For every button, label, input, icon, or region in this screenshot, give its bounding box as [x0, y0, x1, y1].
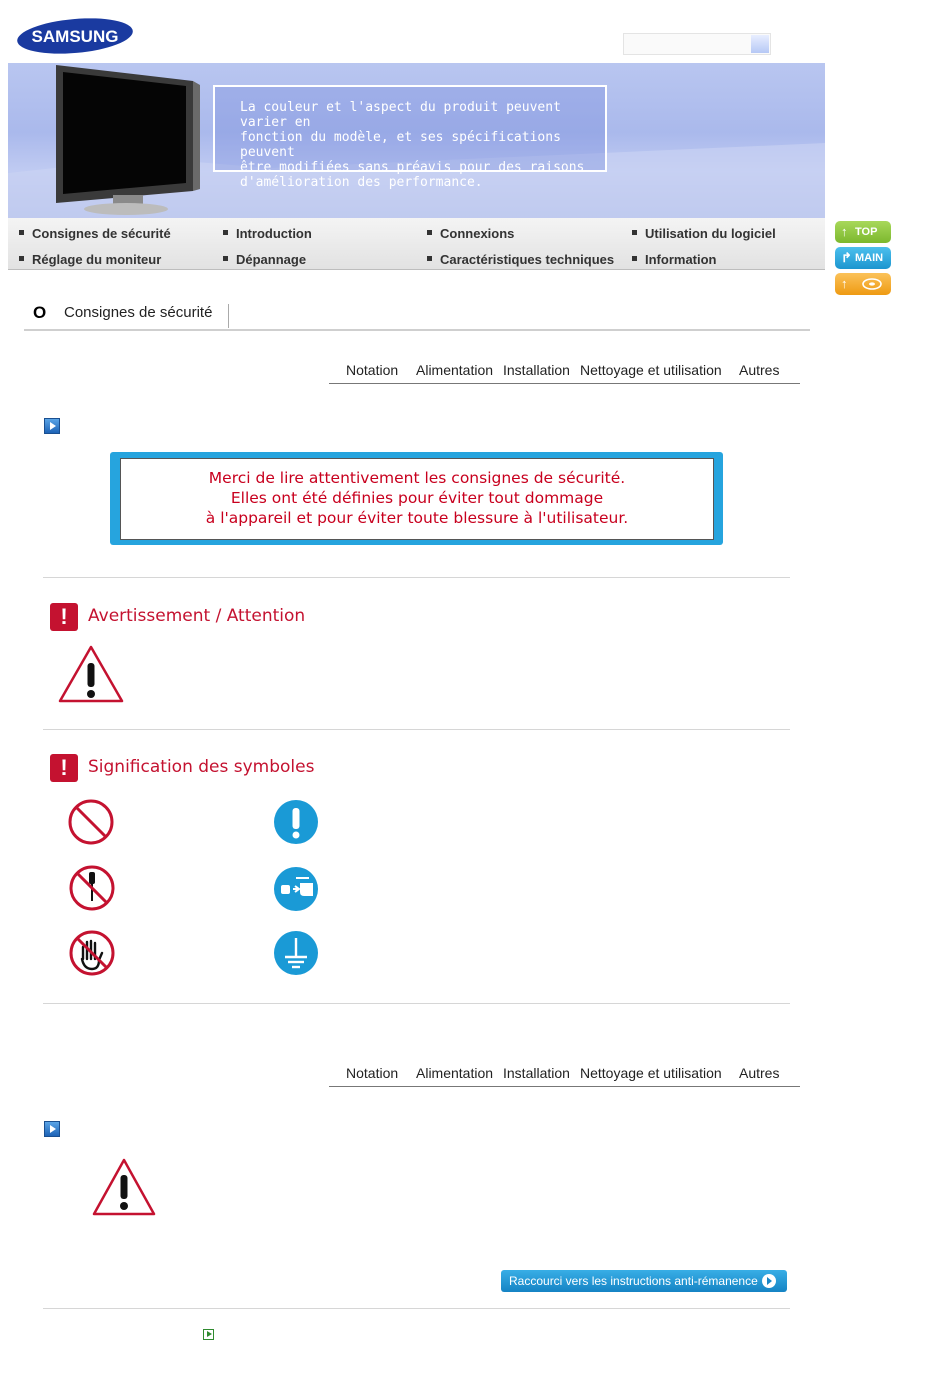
notice-line: Elles ont été définies pour éviter tout dommage — [230, 489, 604, 507]
top-button[interactable]: ↑ TOP — [835, 221, 891, 243]
tab-bar-top — [329, 362, 800, 384]
notice-line: à l'appareil et pour éviter toute blessure à l'utilisateur. — [205, 509, 629, 527]
tab-notation[interactable]: Notation — [346, 362, 399, 378]
tab-bar-bottom — [329, 1065, 800, 1087]
arrow-right-icon — [762, 1274, 776, 1288]
divider — [43, 1003, 790, 1004]
bullet-icon — [427, 230, 432, 235]
section-marker: O — [33, 303, 47, 322]
tab-autres[interactable]: Autres — [739, 1065, 780, 1081]
play-small-icon[interactable] — [203, 1329, 214, 1340]
bullet-icon — [19, 256, 24, 261]
banner-notice-line: être modifiées sans préavis pour des raisons — [240, 160, 585, 175]
banner-notice-line: d'amélioration des performance. — [240, 175, 483, 190]
disc-icon — [861, 277, 883, 291]
search-button[interactable] — [751, 35, 769, 53]
arrow-up-icon: ↑ — [841, 224, 848, 239]
symbols-heading: Signification des symboles — [88, 757, 315, 777]
banner-notice-line: fonction du modèle, et ses spécifications peuvent — [240, 130, 561, 160]
no-touch-icon — [68, 929, 116, 977]
bullet-icon — [632, 256, 637, 261]
samsung-logo[interactable] — [16, 17, 134, 55]
search-input[interactable] — [623, 33, 771, 55]
tab-alimentation[interactable]: Alimentation — [416, 1065, 494, 1081]
divider — [43, 729, 790, 730]
tab-nettoyage[interactable]: Nettoyage et utilisation — [580, 1065, 722, 1081]
tab-notation[interactable]: Notation — [346, 1065, 399, 1081]
back-to-disc-button[interactable] — [835, 273, 891, 295]
tab-autres[interactable]: Autres — [739, 362, 780, 378]
divider — [43, 1308, 790, 1309]
divider — [43, 577, 790, 578]
banner-notice-line: La couleur et l'aspect du produit peuvent varier en — [240, 100, 561, 130]
safety-notice — [120, 458, 714, 540]
arrow-up-icon: ↑ — [841, 276, 848, 291]
warning-heading: Avertissement / Attention — [88, 606, 306, 626]
main-nav — [8, 218, 825, 270]
nav-item-caracteristiques[interactable]: Caractéristiques techniques — [427, 252, 614, 267]
anti-burn-in-shortcut-button[interactable] — [501, 1270, 787, 1292]
ground-icon — [273, 930, 319, 976]
nav-item-depannage[interactable]: Dépannage — [223, 252, 306, 267]
mandatory-exclamation-icon — [273, 799, 319, 845]
warning-triangle-icon — [57, 644, 125, 704]
shortcut-label: Raccourci vers les instructions anti-rémanence — [509, 1274, 758, 1288]
prohibited-icon — [67, 798, 115, 846]
arrow-turn-icon: ↱ — [841, 250, 852, 265]
divider — [24, 329, 810, 331]
bullet-icon — [19, 230, 24, 235]
no-disassembly-icon — [68, 864, 116, 912]
play-icon — [44, 1121, 60, 1137]
tab-installation[interactable]: Installation — [503, 1065, 570, 1081]
play-icon — [44, 418, 60, 434]
nav-item-connexions[interactable]: Connexions — [427, 226, 514, 241]
bullet-icon — [632, 230, 637, 235]
warning-triangle-icon — [91, 1157, 157, 1217]
main-button[interactable]: ↱ MAIN — [835, 247, 891, 269]
exclamation-badge-icon: ! — [50, 603, 78, 631]
nav-item-introduction[interactable]: Introduction — [223, 226, 312, 241]
banner-notice — [213, 85, 607, 190]
nav-item-information[interactable]: Information — [632, 252, 717, 267]
page-title: Consignes de sécurité — [64, 304, 213, 321]
bullet-icon — [427, 256, 432, 261]
notice-line: Merci de lire attentivement les consignes de sécurité. — [208, 469, 626, 487]
tab-nettoyage[interactable]: Nettoyage et utilisation — [580, 362, 722, 378]
nav-item-reglage[interactable]: Réglage du moniteur — [19, 252, 161, 267]
bullet-icon — [223, 256, 228, 261]
nav-item-logiciel[interactable]: Utilisation du logiciel — [632, 226, 776, 241]
nav-item-consignes[interactable]: Consignes de sécurité — [19, 226, 171, 241]
unplug-icon — [273, 866, 319, 912]
bullet-icon — [223, 230, 228, 235]
tab-alimentation[interactable]: Alimentation — [416, 362, 494, 378]
tab-installation[interactable]: Installation — [503, 362, 570, 378]
divider — [228, 304, 229, 328]
exclamation-badge-icon: ! — [50, 754, 78, 782]
logo-text: SAMSUNG — [31, 27, 119, 46]
